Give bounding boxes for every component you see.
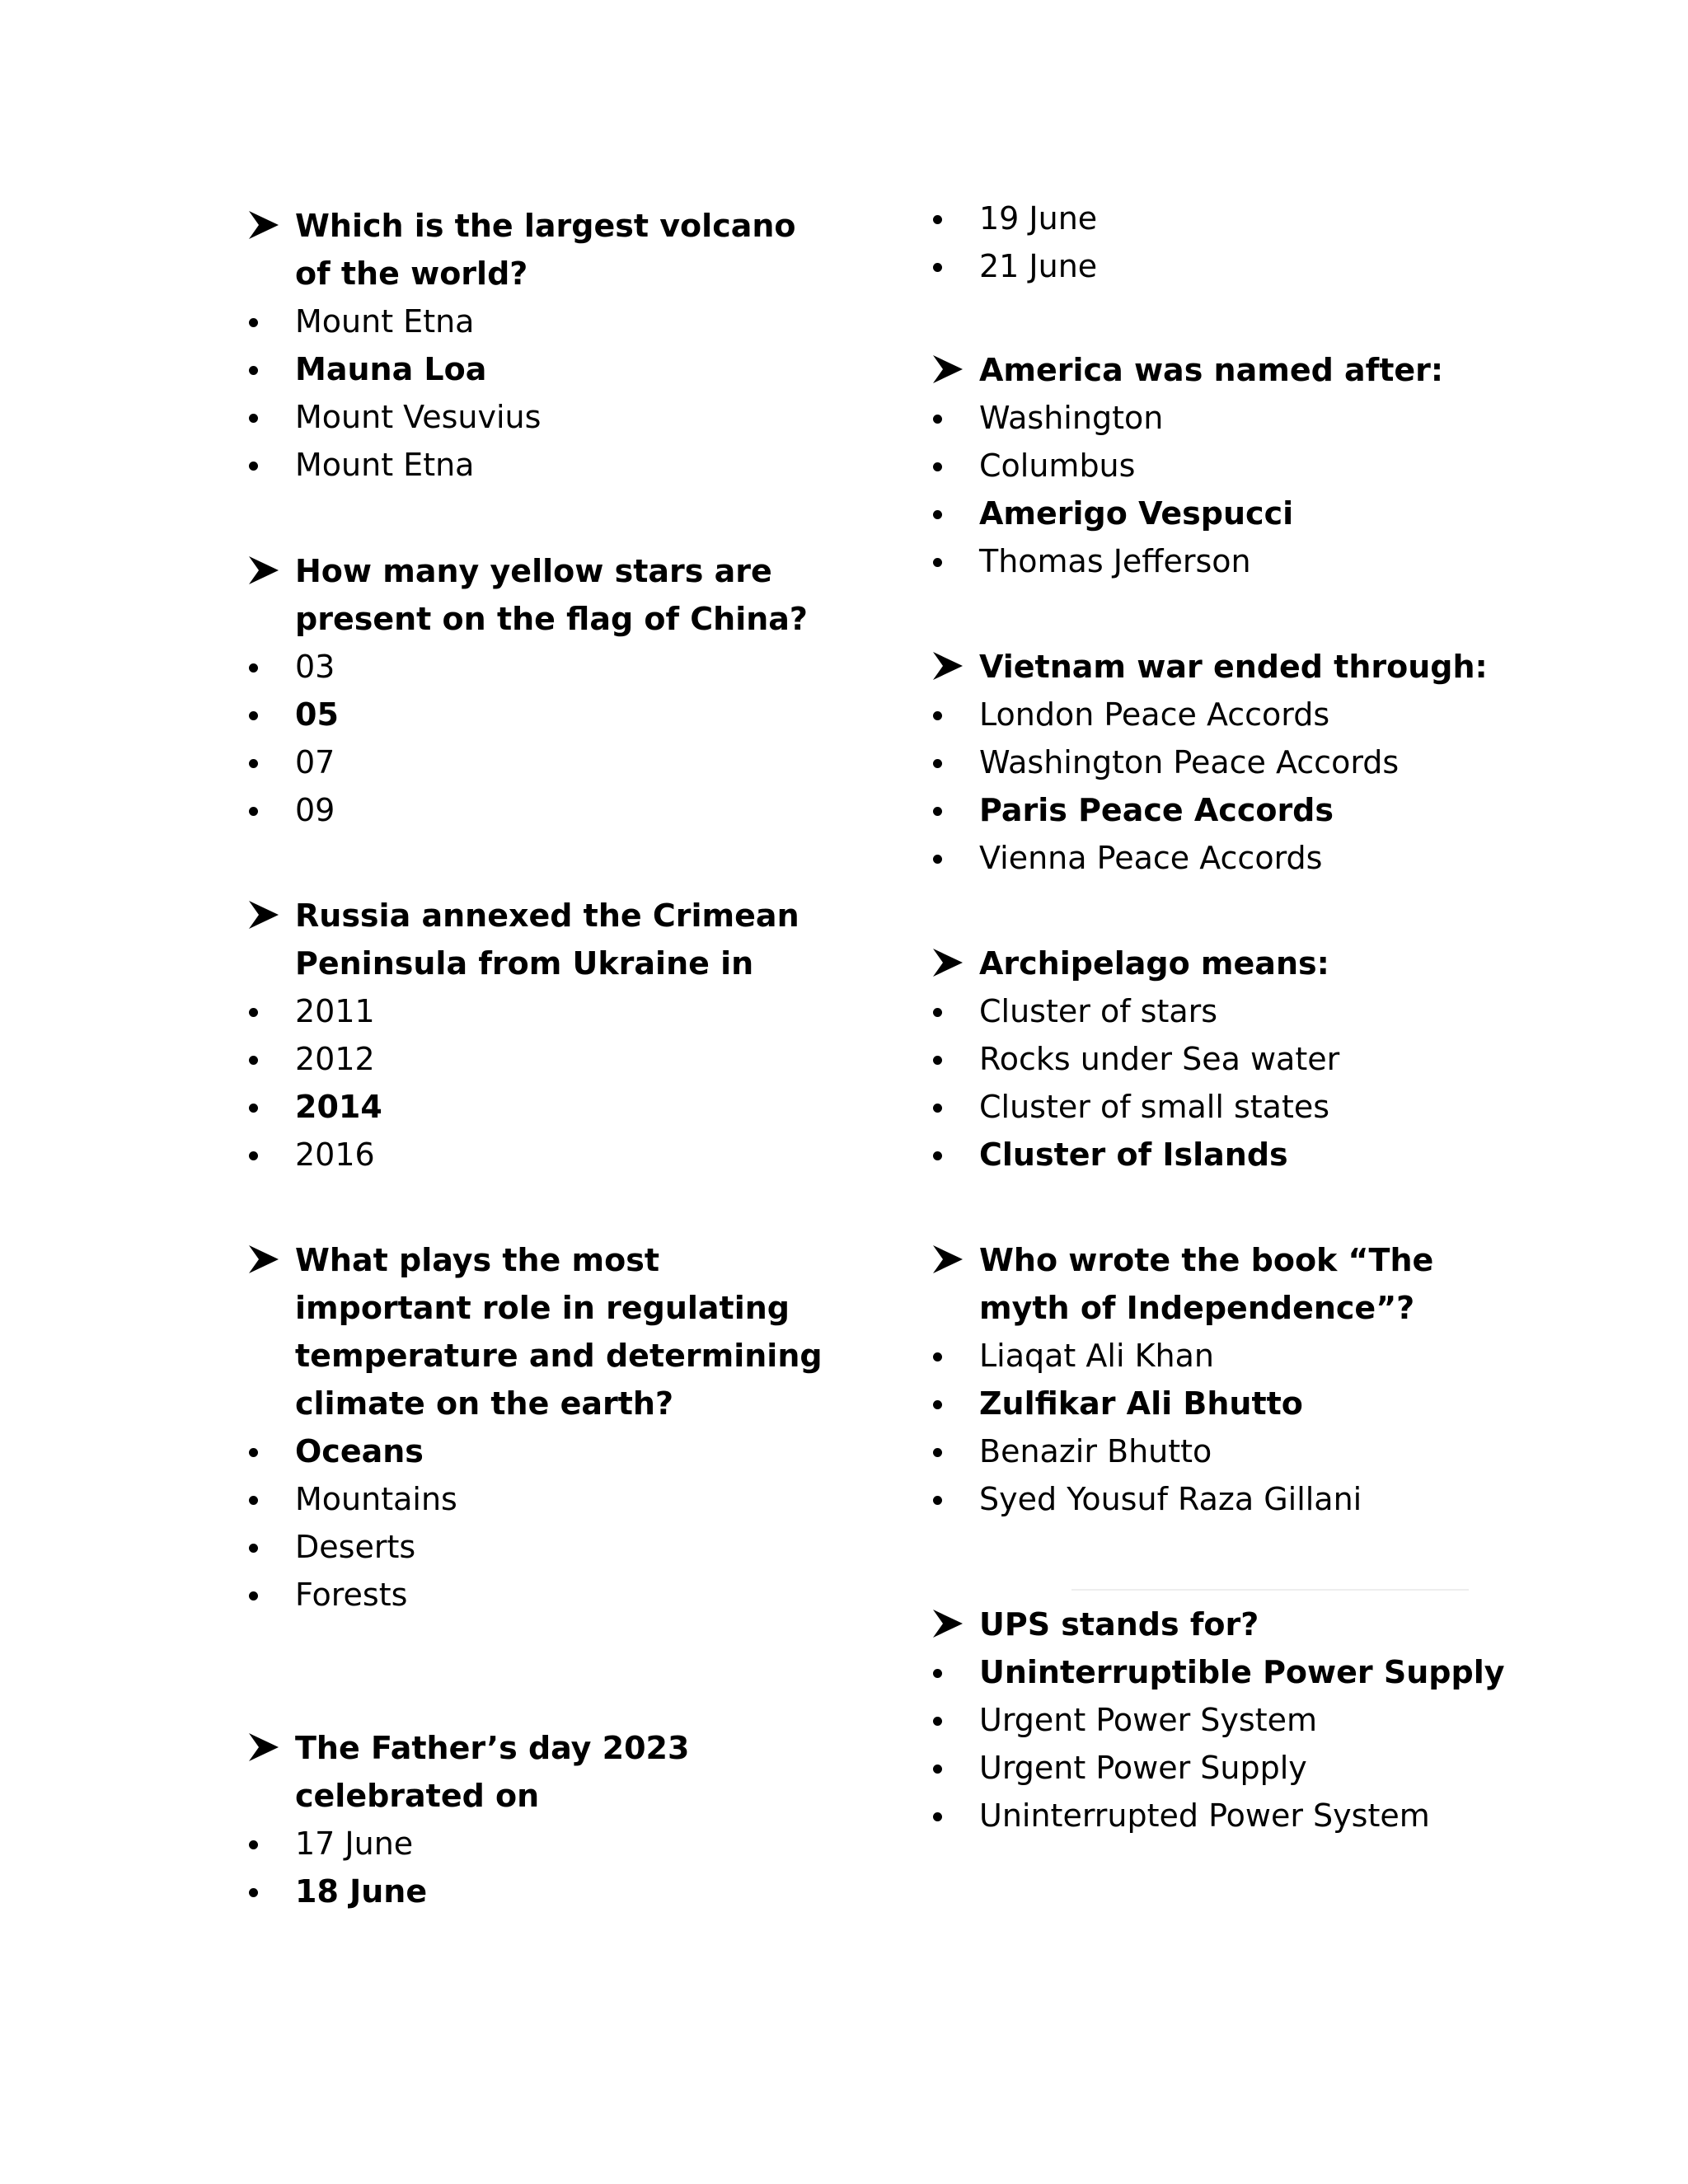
- question-text: America was named after:: [979, 352, 1444, 388]
- option-text: Uninterruptible Power Supply: [979, 1654, 1505, 1690]
- option-text: Urgent Power Supply: [979, 1750, 1307, 1786]
- arrow-bullet-icon: [247, 209, 280, 241]
- option-item: [931, 987, 1508, 1035]
- option-list: [931, 394, 1508, 585]
- bullet-icon: [249, 318, 258, 327]
- option-text: Benazir Bhutto: [979, 1433, 1212, 1469]
- option-item-correct: [247, 1868, 824, 1915]
- option-item: [247, 1035, 824, 1083]
- bullet-icon: [933, 1448, 942, 1457]
- bullet-icon: [249, 759, 258, 768]
- question-block: [931, 643, 1508, 882]
- option-text: 18 June: [295, 1873, 428, 1910]
- option-item: [931, 691, 1508, 738]
- question-block: [931, 346, 1508, 585]
- option-item: [931, 1083, 1508, 1131]
- option-list: [931, 194, 1508, 290]
- bullet-icon: [933, 462, 942, 471]
- question-heading: [247, 202, 824, 298]
- bullet-icon: [249, 1104, 258, 1113]
- option-item: [247, 1820, 824, 1868]
- option-text: Thomas Jefferson: [979, 543, 1251, 579]
- option-text: Uninterrupted Power System: [979, 1797, 1430, 1834]
- option-list: [247, 987, 824, 1179]
- question-heading: [931, 940, 1508, 987]
- bullet-icon: [249, 366, 258, 375]
- bullet-icon: [249, 1496, 258, 1505]
- option-item: [931, 834, 1508, 882]
- bullet-icon: [249, 1151, 258, 1160]
- option-item: [247, 987, 824, 1035]
- option-list: [931, 987, 1508, 1179]
- option-item: [931, 194, 1508, 242]
- bullet-icon: [249, 807, 258, 816]
- option-text: Rocks under Sea water: [979, 1041, 1340, 1077]
- bullet-icon: [249, 1056, 258, 1065]
- question-text: Which is the largest volcano of the world?: [295, 208, 796, 292]
- option-text: 07: [295, 744, 335, 780]
- option-item-correct: [247, 1083, 824, 1131]
- question-block: [247, 1724, 824, 1915]
- question-text: The Father’s day 2023 celebrated on: [295, 1730, 690, 1814]
- bullet-icon: [249, 414, 258, 423]
- arrow-bullet-icon: [247, 1243, 280, 1276]
- question-heading: [931, 1236, 1508, 1332]
- option-item: [247, 441, 824, 489]
- option-text: Mount Etna: [295, 447, 475, 483]
- option-item: [247, 1131, 824, 1179]
- bullet-icon: [933, 1104, 942, 1113]
- option-text: 2012: [295, 1041, 375, 1077]
- question-heading: [931, 643, 1508, 691]
- question-heading: [931, 346, 1508, 394]
- option-item: [931, 442, 1508, 490]
- option-text: Zulfikar Ali Bhutto: [979, 1385, 1303, 1422]
- option-item: [931, 1427, 1508, 1475]
- option-item: [247, 1523, 824, 1571]
- option-text: London Peace Accords: [979, 696, 1330, 733]
- bullet-icon: [933, 1669, 942, 1678]
- bullet-icon: [249, 1448, 258, 1457]
- option-item-correct: [247, 1427, 824, 1475]
- option-text: Vienna Peace Accords: [979, 840, 1323, 876]
- option-text: Washington: [979, 400, 1164, 436]
- option-item: [247, 786, 824, 834]
- question-block: [931, 1601, 1508, 1840]
- option-text: 09: [295, 792, 335, 828]
- bullet-icon: [249, 1840, 258, 1849]
- bullet-icon: [249, 1888, 258, 1897]
- option-item: [931, 1792, 1508, 1840]
- option-text: Amerigo Vespucci: [979, 495, 1294, 532]
- bullet-icon: [249, 462, 258, 471]
- option-text: 05: [295, 696, 339, 733]
- option-text: Urgent Power System: [979, 1702, 1318, 1738]
- option-text: Cluster of small states: [979, 1089, 1330, 1125]
- option-text: Mount Vesuvius: [295, 399, 542, 435]
- option-text: 2016: [295, 1137, 375, 1173]
- question-text: Russia annexed the Crimean Peninsula from Ukraine in: [295, 898, 799, 982]
- bullet-icon: [933, 855, 942, 864]
- option-item-correct: [931, 1380, 1508, 1427]
- option-item: [931, 242, 1508, 290]
- option-list: [931, 691, 1508, 882]
- option-text: Washington Peace Accords: [979, 744, 1400, 780]
- bullet-icon: [933, 415, 942, 424]
- question-block: [247, 202, 824, 489]
- option-list: [931, 1332, 1508, 1523]
- bullet-icon: [933, 1765, 942, 1774]
- option-text: Syed Yousuf Raza Gillani: [979, 1481, 1362, 1517]
- option-text: Liaqat Ali Khan: [979, 1338, 1214, 1374]
- arrow-bullet-icon: [247, 1731, 280, 1764]
- bullet-icon: [933, 807, 942, 816]
- question-text: UPS stands for?: [979, 1606, 1259, 1643]
- question-heading: [931, 1601, 1508, 1648]
- bullet-icon: [933, 1496, 942, 1505]
- bullet-icon: [933, 759, 942, 768]
- arrow-bullet-icon: [931, 649, 964, 682]
- bullet-icon: [933, 1812, 942, 1821]
- option-text: 03: [295, 649, 335, 685]
- bullet-icon: [249, 1544, 258, 1553]
- bullet-icon: [933, 1717, 942, 1726]
- question-heading: [247, 1724, 824, 1820]
- option-item-correct: [247, 691, 824, 738]
- bullet-icon: [933, 215, 942, 224]
- option-item: [931, 537, 1508, 585]
- option-item-correct: [931, 1648, 1508, 1696]
- option-item: [931, 1332, 1508, 1380]
- option-text: Mount Etna: [295, 303, 475, 340]
- question-text: Vietnam war ended through:: [979, 649, 1488, 685]
- option-item: [931, 1696, 1508, 1744]
- arrow-bullet-icon: [931, 1607, 964, 1640]
- option-item: [931, 394, 1508, 442]
- option-list: [247, 1427, 824, 1619]
- bullet-icon: [933, 1008, 942, 1017]
- question-block: [247, 547, 824, 834]
- question-heading: [247, 1236, 824, 1427]
- option-text: Cluster of Islands: [979, 1137, 1288, 1173]
- option-text: 2014: [295, 1089, 382, 1125]
- option-text: Oceans: [295, 1433, 424, 1469]
- question-heading: [247, 892, 824, 987]
- option-text: 19 June: [979, 200, 1098, 237]
- option-text: 17 June: [295, 1825, 414, 1862]
- arrow-bullet-icon: [247, 554, 280, 587]
- option-item: [931, 1744, 1508, 1792]
- option-text: Forests: [295, 1577, 408, 1613]
- bullet-icon: [933, 1352, 942, 1361]
- option-list: [247, 643, 824, 834]
- option-item-correct: [931, 786, 1508, 834]
- option-item: [247, 1475, 824, 1523]
- bullet-icon: [933, 1056, 942, 1065]
- bullet-icon: [933, 711, 942, 720]
- option-item-correct: [931, 1131, 1508, 1179]
- question-heading: [247, 547, 824, 643]
- bullet-icon: [249, 1591, 258, 1601]
- option-text: Mauna Loa: [295, 351, 487, 387]
- arrow-bullet-icon: [931, 1243, 964, 1276]
- arrow-bullet-icon: [931, 353, 964, 386]
- option-text: Deserts: [295, 1529, 416, 1565]
- option-text: Cluster of stars: [979, 993, 1218, 1029]
- arrow-bullet-icon: [247, 898, 280, 931]
- option-text: 2011: [295, 993, 375, 1029]
- continued-options: [931, 194, 1508, 290]
- option-text: Mountains: [295, 1481, 457, 1517]
- option-item: [931, 1035, 1508, 1083]
- option-text: Columbus: [979, 448, 1136, 484]
- bullet-icon: [249, 1008, 258, 1017]
- option-item: [247, 393, 824, 441]
- bullet-icon: [933, 263, 942, 272]
- option-list: [931, 1648, 1508, 1840]
- option-item: [247, 1571, 824, 1619]
- option-item-correct: [931, 490, 1508, 537]
- bullet-icon: [933, 1400, 942, 1409]
- option-item: [247, 738, 824, 786]
- bullet-icon: [933, 510, 942, 519]
- option-text: 21 June: [979, 248, 1098, 284]
- arrow-bullet-icon: [931, 946, 964, 979]
- option-item-correct: [247, 345, 824, 393]
- option-text: Paris Peace Accords: [979, 792, 1334, 828]
- option-item: [247, 643, 824, 691]
- question-block: [931, 940, 1508, 1179]
- section-divider: [1071, 1589, 1469, 1591]
- bullet-icon: [249, 711, 258, 720]
- bullet-icon: [933, 1151, 942, 1160]
- option-item: [247, 298, 824, 345]
- option-item: [931, 1475, 1508, 1523]
- bullet-icon: [249, 663, 258, 673]
- question-block: [247, 892, 824, 1179]
- question-block: [247, 1236, 824, 1619]
- option-item: [931, 738, 1508, 786]
- option-list: [247, 1820, 824, 1915]
- question-text: Archipelago means:: [979, 945, 1329, 982]
- question-text: Who wrote the book “The myth of Independence”?: [979, 1242, 1434, 1326]
- bullet-icon: [933, 558, 942, 567]
- option-list: [247, 298, 824, 489]
- question-text: How many yellow stars are present on the flag of China?: [295, 553, 808, 637]
- question-block: [931, 1236, 1508, 1523]
- question-text: What plays the most important role in regulating temperature and determining climate on the earth?: [295, 1242, 823, 1422]
